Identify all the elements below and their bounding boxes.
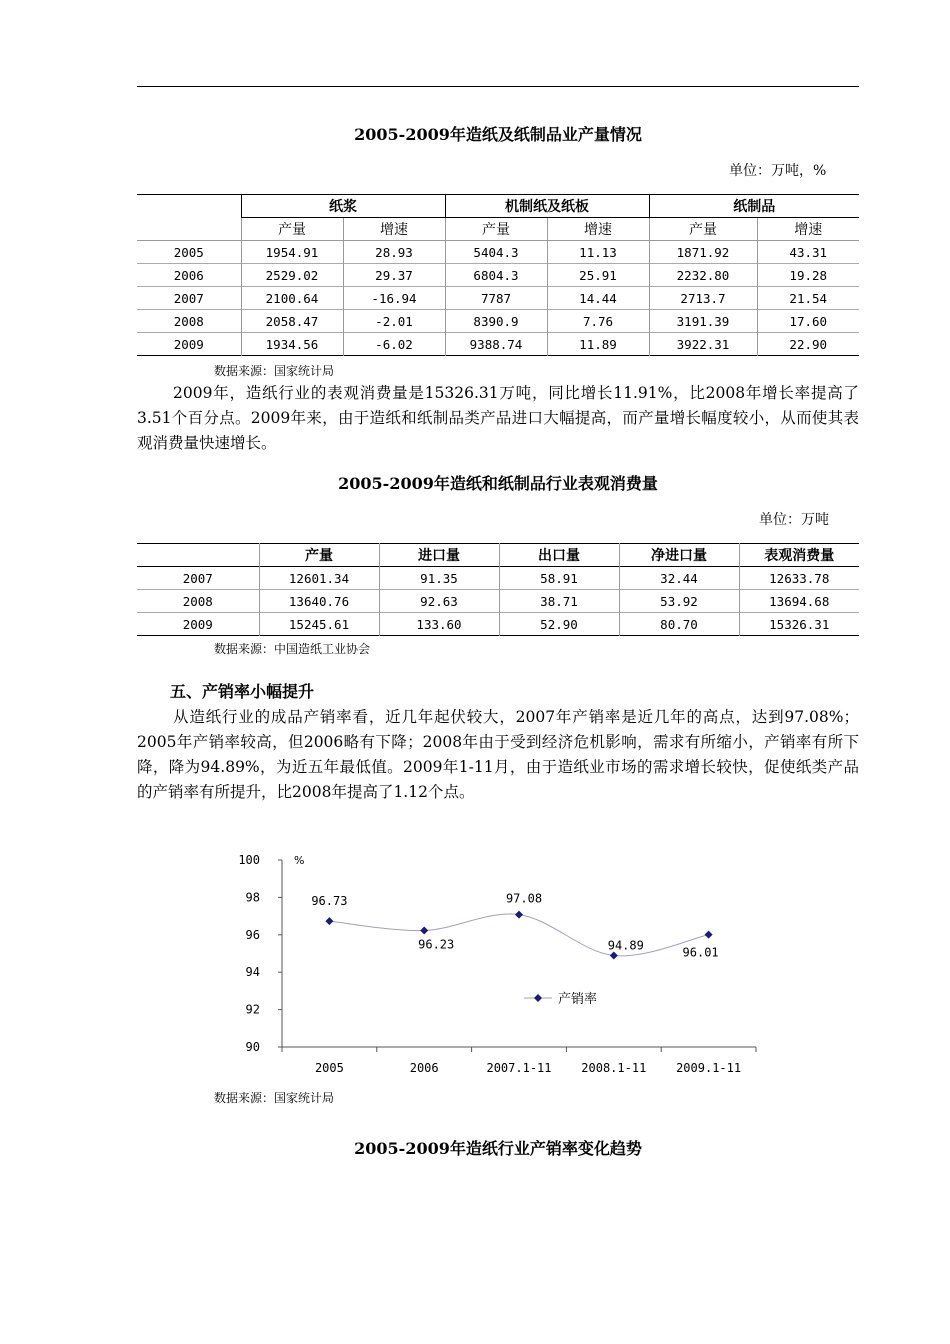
table-cell: 29.37	[343, 264, 445, 287]
row-label: 2007	[173, 290, 204, 306]
column-header: 产量	[259, 544, 379, 567]
row-label: 2006	[173, 267, 204, 283]
table-cell: 58.91	[499, 567, 619, 590]
table-cell: 12601.34	[259, 567, 379, 590]
table-cell: 15245.61	[259, 613, 379, 636]
x-tick-label: 2008.1-11	[581, 1061, 647, 1075]
table-cell: 12633.78	[739, 567, 859, 590]
column-header: 产量	[649, 218, 757, 241]
table-cell: 17.60	[757, 310, 859, 333]
consumption-table	[137, 543, 859, 636]
data-label: 96.23	[418, 937, 455, 952]
table-cell: 133.60	[379, 613, 499, 636]
table1-source: 数据来源：国家统计局	[214, 364, 335, 378]
table-cell: 32.44	[619, 567, 739, 590]
data-label: 96.01	[682, 945, 719, 960]
table-row	[137, 287, 859, 310]
table-cell: 1871.92	[649, 241, 757, 264]
group-header: 机制纸及纸板	[445, 195, 649, 218]
table-row	[137, 241, 859, 264]
table-cell: 7.76	[547, 310, 649, 333]
column-header: 增速	[757, 218, 859, 241]
y-tick-label: 96	[245, 927, 260, 942]
table2-corner	[137, 544, 259, 567]
table-row	[137, 567, 859, 590]
table-cell: 3922.31	[649, 333, 757, 356]
row-label: 2005	[173, 244, 204, 260]
table-cell: 15326.31	[739, 613, 859, 636]
column-header: 产量	[241, 218, 343, 241]
column-header: 净进口量	[619, 544, 739, 567]
chart-title: 2005-2009年造纸行业产销率变化趋势	[354, 1139, 642, 1158]
table-cell: 19.28	[757, 264, 859, 287]
table-cell: 13640.76	[259, 590, 379, 613]
table-cell: -16.94	[343, 287, 445, 310]
table-row	[137, 333, 859, 356]
table-cell: 38.71	[499, 590, 619, 613]
column-header: 增速	[343, 218, 445, 241]
table-cell: 1954.91	[241, 241, 343, 264]
row-label: 2007	[182, 570, 213, 586]
table-cell: 28.93	[343, 241, 445, 264]
section-heading: 五、产销率小幅提升	[170, 682, 315, 701]
column-header: 出口量	[499, 544, 619, 567]
table2-title: 2005-2009年造纸和纸制品行业表观消费量	[338, 474, 658, 493]
data-label: 94.89	[607, 938, 644, 953]
table-cell: 6804.3	[445, 264, 547, 287]
sales-ratio-chart	[230, 845, 770, 1085]
table1-corner	[137, 218, 241, 241]
production-table	[137, 194, 859, 356]
data-point	[705, 931, 713, 939]
paragraph-sales-ratio: 从造纸行业的成品产销率看，近几年起伏较大，2007年产销率是近几年的高点，达到97.08%；2005年产销率较高，但2006略有下降；2008年由于受到经济危机影响，需求有所缩小，产销率有所下降，降为94.89%，为近五年最低值。2009年1-11月，由于造纸业市场的需求增长较快，促使纸类产品的产销率有所提升，比2008年提高了1.12个点。	[137, 708, 859, 801]
table-cell: 2232.80	[649, 264, 757, 287]
table-cell: 8390.9	[445, 310, 547, 333]
table-cell: 2713.7	[649, 287, 757, 310]
table1-title: 2005-2009年造纸及纸制品业产量情况	[354, 125, 642, 144]
data-point	[325, 917, 333, 925]
table-cell: 2058.47	[241, 310, 343, 333]
table-cell: 7787	[445, 287, 547, 310]
table-cell: 13694.68	[739, 590, 859, 613]
series-line	[329, 914, 708, 956]
y-tick-label: 98	[245, 890, 260, 905]
paragraph-consumption: 2009年，造纸行业的表观消费量是15326.31万吨，同比增长11.91%，比2008年增长率提高了3.51个百分点。2009年来，由于造纸和纸制品类产品进口大幅提高，而产量增长幅度较小，从而使其表观消费量快速增长。	[137, 384, 859, 452]
y-tick-label: 92	[245, 1002, 260, 1017]
data-point	[515, 911, 523, 919]
table-cell: -2.01	[343, 310, 445, 333]
column-header: 产量	[445, 218, 547, 241]
x-tick-label: 2006	[409, 1061, 439, 1075]
table-row	[137, 264, 859, 287]
table-cell: 52.90	[499, 613, 619, 636]
legend-marker	[534, 994, 542, 1002]
y-tick-label: 94	[245, 965, 260, 980]
table-cell: 53.92	[619, 590, 739, 613]
y-tick-label: 100	[238, 853, 260, 867]
table-cell: 1934.56	[241, 333, 343, 356]
x-tick-label: 2005	[314, 1061, 344, 1075]
row-label: 2008	[173, 313, 204, 329]
table-cell: 21.54	[757, 287, 859, 310]
group-header: 纸制品	[649, 195, 859, 218]
data-point	[610, 952, 618, 960]
table-cell: 22.90	[757, 333, 859, 356]
table-cell: 11.89	[547, 333, 649, 356]
table-cell: 2529.02	[241, 264, 343, 287]
table-cell: 25.91	[547, 264, 649, 287]
table-cell: 43.31	[757, 241, 859, 264]
table2-source: 数据来源：中国造纸工业协会	[214, 642, 371, 656]
table1-unit: 单位：万吨，%	[729, 163, 827, 179]
table-cell: 5404.3	[445, 241, 547, 264]
x-tick-label: 2007.1-11	[486, 1061, 552, 1075]
table-cell: 9388.74	[445, 333, 547, 356]
data-label: 96.73	[311, 894, 348, 909]
table2-unit: 单位：万吨	[759, 512, 829, 528]
table-cell: 11.13	[547, 241, 649, 264]
header-rule	[137, 86, 859, 87]
y-unit-label: %	[294, 854, 305, 867]
column-header: 增速	[547, 218, 649, 241]
legend-label: 产销率	[558, 992, 598, 1007]
column-header: 进口量	[379, 544, 499, 567]
row-label: 2008	[182, 593, 213, 609]
table-cell: 92.63	[379, 590, 499, 613]
x-tick-label: 2009.1-11	[676, 1061, 742, 1075]
data-point	[420, 926, 428, 934]
table-cell: 91.35	[379, 567, 499, 590]
group-header: 纸浆	[241, 195, 445, 218]
table-cell: 14.44	[547, 287, 649, 310]
table-cell: 3191.39	[649, 310, 757, 333]
chart-source: 数据来源：国家统计局	[214, 1091, 335, 1105]
table-row	[137, 613, 859, 636]
row-label: 2009	[173, 336, 204, 352]
table-row	[137, 310, 859, 333]
row-label: 2009	[182, 616, 213, 632]
table-cell: 2100.64	[241, 287, 343, 310]
table1-corner	[137, 195, 241, 218]
table-cell: -6.02	[343, 333, 445, 356]
table-row	[137, 590, 859, 613]
column-header: 表观消费量	[739, 544, 859, 567]
data-label: 97.08	[505, 891, 543, 906]
table-cell: 80.70	[619, 613, 739, 636]
y-tick-label: 90	[245, 1040, 260, 1054]
